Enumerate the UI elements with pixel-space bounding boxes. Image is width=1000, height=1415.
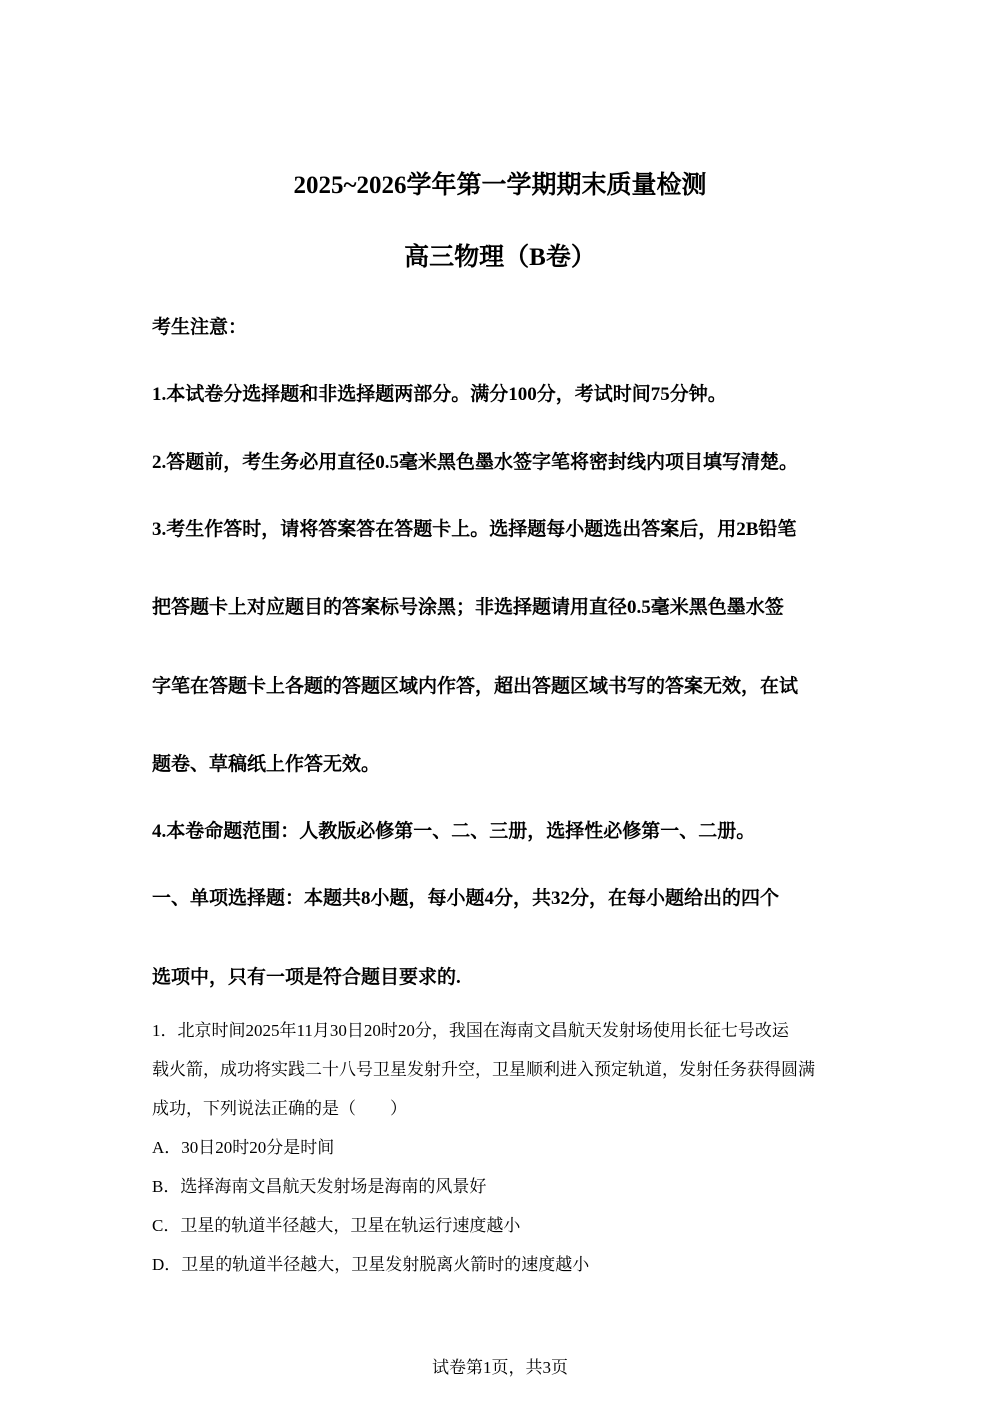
section-heading-line: 选项中，只有一项是符合题目要求的. [152,967,461,988]
question-stem-line: 载火箭，成功将实践二十八号卫星发射升空，卫星顺利进入预定轨道，发射任务获得圆满 [152,1060,815,1079]
page-footer: 试卷第1页，共3页 [432,1358,568,1377]
option-b: B．选择海南文昌航天发射场是海南的风景好 [152,1177,487,1196]
notice-line: 字笔在答题卡上各题的答题区域内作答，超出答题区域书写的答案无效，在试 [152,676,799,697]
exam-subtitle: 高三物理（B卷） [404,244,596,271]
notice-line: 1.本试卷分选择题和非选择题两部分。满分100分，考试时间75分钟。 [152,384,727,405]
notice-line: 3.考生作答时，请将答案答在答题卡上。选择题每小题选出答案后，用2B铅笔 [152,519,797,540]
option-d: D．卫星的轨道半径越大，卫星发射脱离火箭时的速度越小 [152,1255,590,1274]
question-stem-line: 1．北京时间2025年11月30日20时20分，我国在海南文昌航天发射场使用长征七号改运 [152,1021,789,1040]
section-heading-line: 一、单项选择题：本题共8小题，每小题4分，共32分，在每小题给出的四个 [152,888,780,909]
notice-heading: 考生注意： [152,317,248,338]
notice-line: 2.答题前，考生务必用直径0.5毫米黑色墨水签字笔将密封线内项目填写清楚。 [152,452,799,473]
exam-title: 2025~2026学年第一学期期末质量检测 [293,172,707,199]
question-stem-line: 成功，下列说法正确的是（ ） [152,1099,407,1118]
option-a: A．30日20时20分是时间 [152,1138,335,1157]
notice-line: 把答题卡上对应题目的答案标号涂黑；非选择题请用直径0.5毫米黑色墨水签 [152,597,784,618]
notice-line: 4.本卷命题范围：人教版必修第一、二、三册，选择性必修第一、二册。 [152,821,756,842]
option-c: C．卫星的轨道半径越大，卫星在轨运行速度越小 [152,1216,521,1235]
notice-line: 题卷、草稿纸上作答无效。 [152,754,381,775]
